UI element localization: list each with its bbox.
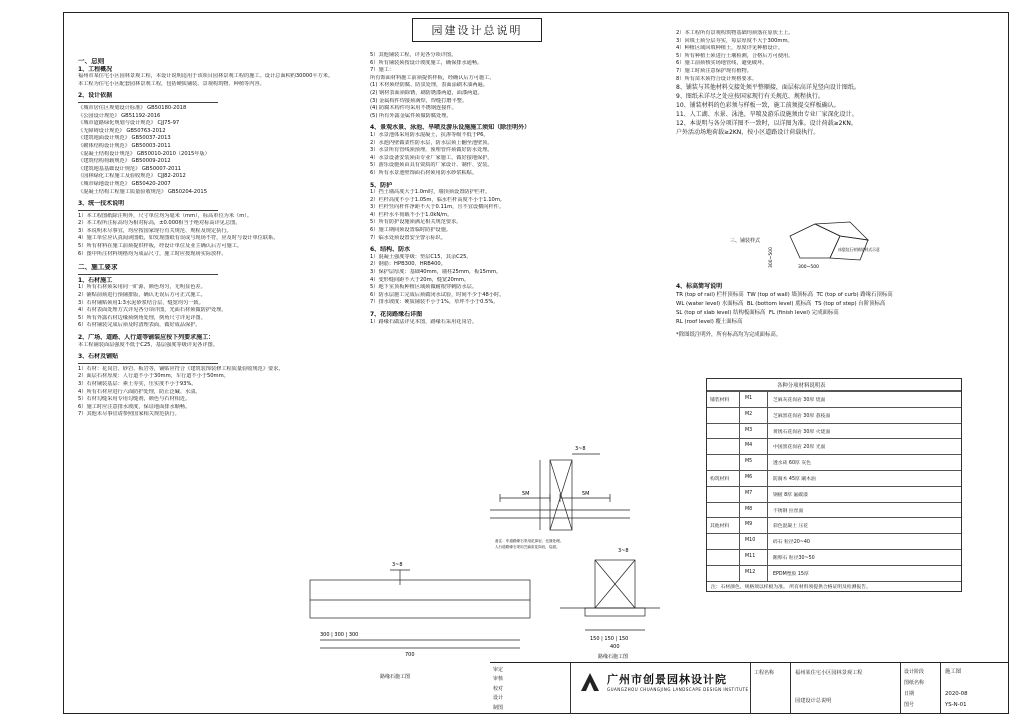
table-cell-code: M12 [745, 569, 756, 575]
table-cell-description: 碎石 粒径20~40 [773, 540, 810, 546]
stone-paving-line: 3）石材铺装基层：素土夯实，压实度不小于93%。 [78, 380, 197, 387]
table-row-divider [707, 407, 961, 408]
elevation-abbreviations [676, 282, 996, 340]
protection-line: 1）挡土墙高度大于1.0m时，墙顶须设置防护栏杆。 [370, 189, 491, 196]
table-cell-code: M7 [745, 490, 753, 496]
pattern-dim-vertical: 300~500 [769, 247, 774, 268]
notes-line: 5）所有种植土须进行土壤检测，合格后方可使用。 [676, 52, 794, 59]
sign-label: 校对 [493, 685, 504, 692]
table-cell-description: 钢板 8厚 氟碳漆 [773, 492, 808, 498]
notes-item-11: 11、人工湖、水景、泳池、旱喷及游乐设施须由专业厂家深化设计。 [676, 111, 858, 119]
meta-label-cell [900, 663, 940, 714]
table-cell-category: 构筑材料 [710, 477, 730, 482]
table-cell-description: 中国黑花岗岩 20厚 光面 [773, 445, 826, 451]
structure-title: 6、结构、防水 [370, 246, 411, 254]
flush-curb-section [560, 560, 660, 630]
structure-line: 5）地下室顶板种植区域须做耐根穿刺防水层。 [370, 284, 478, 291]
table-cell-code: M8 [745, 506, 753, 512]
materials-table [706, 378, 962, 592]
notes-line: 2）本工程所有景观构筑物基础均须落在原状土上。 [676, 30, 794, 36]
tech-line: 6）图中所注材料规格均为成品尺寸，施工时应按现场实际放样。 [78, 250, 227, 257]
waterfeature-line: 4）水景设备安装须由专业厂家施工，做好接地保护。 [370, 154, 493, 161]
dim-300-row: 300 | 300 | 300 [320, 632, 359, 638]
protection-line: 5）所有防护设施须满足相关规范要求。 [370, 219, 462, 226]
signature-column [490, 663, 570, 714]
table-row-divider [707, 438, 961, 439]
no-label: 图号 [904, 702, 915, 708]
table-cell-code: M6 [745, 475, 753, 480]
notes-line: 6）施工前须核实场地管线，避免破坏。 [676, 60, 768, 67]
curb-vertical-section [540, 454, 600, 530]
structure-line: 6）防水层施工完成后须做闭水试验，时间不少于48小时。 [370, 291, 505, 298]
table-cell-description: 芝麻黑花岗岩 30厚 荔枝面 [773, 413, 831, 419]
abbr-footnote: *除图纸注明外，所有标高均为完成面标高。 [676, 332, 782, 338]
table-cell-description: EPDM塑胶 15厚 [773, 571, 809, 577]
finish-line: (1) 木材须经防腐、防虫处理，表面涂刷木油两遍。 [370, 82, 488, 89]
structure-line: 1）混凝土强度等级：垫层C15，其余C25。 [370, 253, 472, 260]
basis-item: 《混凝土结构设计规范》 GB50010-2010（2015年版） [78, 150, 210, 157]
notes-item-10: 10、铺装材料的色彩须与样板一致，施工前须提交样板确认。 [676, 102, 840, 110]
structure-line: 2）钢筋：HPB300、HRB400。 [370, 261, 446, 268]
company-logo-icon [579, 671, 601, 693]
title-block [490, 662, 1009, 714]
table-cell-description: 芝麻灰花岗岩 30厚 烧面 [773, 398, 826, 403]
section-general-title: 一、总则 [78, 58, 105, 65]
intro-line: 5）其他铺装工程，详见各分项详图。 [370, 52, 457, 58]
stone-paving-line: 5）石材勾缝采用专用勾缝剂，颜色与石材相近。 [78, 396, 191, 403]
structure-line: 4）变形缝间距不大于20m，缝宽20mm。 [370, 276, 470, 283]
finish-line: (4) 防腐木构件均采用不锈钢连接件。 [370, 105, 457, 112]
stone-paving-title: 3、石材及铺贴 [78, 353, 119, 361]
basis-item: 《混凝土结构工程施工质量验收规范》 GB50204-2015 [78, 188, 207, 195]
basis-item: 《城市绿地设计规范》 GB50420-2007 [78, 180, 171, 187]
table-cell-description: 黄锈石花岗岩 30厚 火烧面 [773, 429, 831, 435]
company-cell [570, 663, 750, 714]
drawing-label: 图纸名称 [904, 680, 925, 686]
stone-line: 5）所有外露石材边缘须倒角处理，倒角尺寸详见详图。 [78, 314, 206, 321]
stone-line: 3）石材铺贴须用1:3水泥砂浆结合层，缝宽均匀一致。 [78, 299, 204, 306]
column-construction [370, 52, 670, 326]
abbr-line: WL (water level) 水面标高 BL (bottom level) 底标高 TS (top of step) 台阶顶标高 [676, 301, 886, 307]
finish-line: (5) 所有外露金属件须做防腐处理。 [370, 112, 452, 119]
load-note: 户外活动场地荷载≥2KN，按小区道路设计荷载执行。 [676, 129, 820, 137]
protection-line: 6）施工期间须设置临时防护设施。 [370, 227, 452, 234]
ice-pattern [790, 222, 868, 260]
notes-line: 4）种植区域回填种植土，厚度详见种植设计。 [676, 45, 784, 52]
overview-line: 福州市某住宅小区园林景观工程，本设计说明适用于该项目园林景观工程的施工。设计总面积约30000平方米。 [78, 73, 334, 80]
table-cell-description: 彩色混凝土 压花 [773, 524, 809, 530]
waterfeature-line: 3）水景所有管线须预埋，预埋管件须做好防水处理。 [370, 147, 493, 154]
table-cell-code: M3 [745, 427, 753, 433]
curb-detail-note: 1）路缘石做法详见本图，路缘石采用花岗岩。 [370, 318, 478, 325]
dim-5m-a: 5M [522, 491, 530, 497]
table-row-divider [707, 533, 961, 534]
drawing-title: 园建设计总说明 [412, 18, 542, 42]
pattern-dim-horizontal: 300~500 [798, 265, 819, 270]
curb-detail-title: 7、花岗路缘石详图 [370, 311, 423, 318]
notes-item-8: 8、铺装与其他材料交接处须平整顺接，面层标高详见竖向设计图纸。 [676, 84, 860, 92]
basis-item: 《城市道路绿化规划与设计规范》 CJJ75-97 [78, 120, 180, 127]
section-construction-title: 二、施工要求 [78, 264, 118, 272]
structure-line: 7）排水坡度：硬质铺装不小于1%，草坪不小于0.5%。 [370, 299, 499, 306]
column-notes [676, 30, 996, 137]
company-name: 广州市创景园林设计院 [607, 673, 727, 686]
stone-paving-line: 7）其他未尽事宜请参照国家相关规范执行。 [78, 411, 180, 418]
table-row-divider [707, 549, 961, 550]
basis-item: 《砌体结构设计规范》 GB50003-2011 [78, 142, 171, 149]
dim-3x8-b: 3~8 [618, 548, 629, 554]
table-row-divider [707, 454, 961, 455]
project-label-cell [750, 663, 790, 714]
stone-paving-line: 2）面层石材厚度：人行道不小于30mm，车行道不小于50mm。 [78, 373, 229, 380]
stone-line: 2）铺贴前须进行预铺排版，确认无误后方可正式施工。 [78, 292, 206, 299]
notes-line: 3）回填土须分层夯实，每层厚度不大于300mm。 [676, 37, 793, 44]
notes-item-9: 9、图纸未详尽之处应按国家现行有关规范、规程执行。 [676, 93, 824, 101]
paving-title: 2、广场、道路、人行道等铺装应按下列要求施工： [78, 334, 215, 341]
table-cell-description: 不锈钢 拉丝面 [773, 508, 804, 514]
stage-value: 施工图 [945, 669, 962, 675]
waterfeature-line: 1）水景池体采用防水混凝土，抗渗等级不低于P6。 [370, 131, 489, 138]
table-title: 各种分项材料说明表 [777, 383, 826, 389]
section-overview-title: 1、工程概况 [78, 65, 113, 73]
tech-line: 5）所有材料在施工前须提供样板，经设计单位及业主确认后方可施工。 [78, 243, 243, 250]
section-tech-title: 3、统一技术说明 [78, 200, 125, 208]
meta-value-cell [940, 663, 1009, 714]
basis-item: 《建筑结构荷载规范》 GB50009-2012 [78, 158, 171, 165]
protection-line: 3）栏杆竖向杆件净距不大于0.11m，且不宜设横向杆件。 [370, 204, 505, 211]
dim-700: 700 [405, 652, 415, 658]
tech-line: 2）本工程所注标高均为相对标高，±0.000相当于绝对标高详见总图。 [78, 220, 241, 227]
waterfeature-title: 4、景观水景、泳池、旱喷及游乐设施施工须知（除注明外） [370, 124, 531, 132]
detail-caption-b: 路缘石施工图 [598, 654, 629, 660]
paving-line: 本工程铺装面层强度不低于C25，基层强度等级详见各详图。 [78, 341, 218, 348]
stage-label: 设计阶段 [904, 669, 925, 675]
no-value: YS-N-01 [945, 702, 967, 708]
abbr-line: SL (top of slab level) 结构板面标高 FL (finish level) 完成面标高 [676, 310, 839, 316]
table-cell-code: M5 [745, 459, 753, 465]
finish-line: (3) 金属构件焊接须满焊，焊缝打磨平整。 [370, 97, 468, 104]
tech-line: 3）本说明未尽事宜，均应按国家现行有关规范、规程及规定执行。 [78, 227, 232, 234]
date-label: 日期 [904, 691, 915, 697]
stone-line: 1）所有石材须采用同一矿源，颜色均匀，无明显色差。 [78, 284, 206, 291]
project-cell [790, 663, 900, 714]
column-general [78, 52, 348, 419]
table-cell-description: 防腐木 45厚 刷木油 [773, 477, 816, 482]
table-cell-code: M10 [745, 538, 756, 544]
stone-paving-line: 6）施工时应注意排水坡度，保证地面排水顺畅。 [78, 403, 191, 410]
notes-line: 8）所有苗木须符合设计规格要求。 [676, 75, 758, 82]
intro-line: 6）所有铺装须按设计坡度施工，确保排水通畅。 [370, 59, 483, 66]
table-cell-category: 其他材料 [710, 524, 730, 530]
waterfeature-line: 2）水池内壁做柔性防水层，防水层须上翻至池壁顶。 [370, 139, 493, 146]
stone-line: 4）石材表面处理方式详见各分项详图，光面石材须做防护处理。 [78, 307, 227, 314]
intro-line: 7）施工： [370, 67, 395, 74]
project-name: 福州某住宅小区园林景观工程 [795, 670, 863, 676]
finish-line: (2) 钢材表面须除锈，刷防锈漆两道，面漆两道。 [370, 89, 483, 96]
basis-item: 《建筑地基基础设计规范》 GB50007-2011 [78, 165, 182, 172]
dim-5m-b: 5M [582, 491, 590, 497]
tech-line: 1）本工程图纸除注明外，尺寸单位均为毫米（mm），标高单位为米（m）。 [78, 212, 253, 219]
dim-3x8-a: 3~8 [575, 446, 586, 452]
detail-caption-c: 路缘石施工图 [380, 674, 411, 680]
waterfeature-line: 5）游乐设施须由具有资质的厂家设计、制作、安装。 [370, 162, 493, 169]
protection-line: 4）栏杆水平荷载不小于1.0kN/m。 [370, 211, 453, 218]
table-row-divider [707, 565, 961, 566]
table-cell-description: 透水砖 60厚 灰色 [773, 461, 811, 467]
table-cell-code: M1 [745, 396, 753, 401]
stone-line: 6）石材铺装完成后须及时清理表面，做好成品保护。 [78, 322, 201, 329]
table-cell-code: M4 [745, 443, 753, 449]
stone-paving-line: 1）石材：花岗岩、砂岩、板岩等，铺贴应符合《建筑装饰装修工程质量验收规范》要求。 [78, 365, 284, 372]
sign-label: 设计 [493, 695, 504, 702]
table-row-divider [707, 502, 961, 503]
stone-paving-line: 4）所有石材应进行六面防护处理，防止泛碱、水渍。 [78, 388, 201, 395]
table-cell-code: M9 [745, 522, 753, 528]
table-row-divider [707, 391, 961, 392]
pattern-section-label: 三、铺装样式 [730, 238, 761, 244]
detail-note: 备注：车道路缘石采用花岗岩，光面处理。 [495, 539, 564, 543]
structure-line: 3）保护层厚度：基础40mm，墙柱25mm，板15mm。 [370, 269, 502, 276]
protection-line: 2）栏杆高度不小于1.05m，临水栏杆高度不小于1.10m。 [370, 196, 506, 203]
project-label: 工程名称 [754, 670, 775, 676]
table-cell-category: 铺装材料 [710, 398, 730, 403]
table-cell-code: M2 [745, 411, 753, 417]
abbr-line: RL (roof level) 覆土面标高 [676, 319, 743, 325]
abbr-line: TR (top of rail) 栏杆顶标高 TW (top of wall) 墙顶标高 TC (top of curb) 路缘石顶标高 [676, 292, 893, 298]
sign-label: 制图 [493, 704, 504, 711]
basis-item: 《园林绿化工程施工及验收规范》 CJJ82-2012 [78, 173, 186, 180]
table-row-divider [707, 486, 961, 487]
protection-title: 5、防护 [370, 181, 393, 189]
overview-line: 本工程为住宅小区配套园林景观工程，包括硬质铺装、景观构筑物、种植等内容。 [78, 80, 265, 87]
sign-label: 审定 [493, 667, 504, 673]
table-footer: 注：石材颜色、规格须以样板为准。 所有材料须提供合格证明及检测报告。 [711, 585, 871, 590]
drawing-name: 园建设计总说明 [795, 698, 832, 704]
basis-item: 《建筑地面设计规范》 GB50037-2013 [78, 135, 171, 142]
tech-line: 4）施工单位应认真阅读图纸，如发现图纸有误或与现场不符，应及时与设计单位联系。 [78, 235, 279, 242]
section-basis-title: 2、设计依据 [78, 92, 113, 100]
dim-400: 400 [610, 644, 620, 650]
pattern-caption: 冰裂纹石材铺装样式示意 [838, 247, 880, 252]
table-row-divider [707, 470, 961, 471]
stone-construction-title: 1、石材施工 [78, 276, 113, 284]
table-row-divider [707, 517, 961, 518]
abbr-title: 4、标高简写说明 [676, 283, 723, 290]
date-value: 2020-08 [945, 691, 968, 697]
basis-item: 《公园设计规范》 GB51192-2016 [78, 112, 161, 119]
waterfeature-line: 6）所有水景池壁饰面石材须用防水砂浆粘贴。 [370, 169, 478, 176]
basis-item: 《城市居住区规划设计标准》 GB50180-2018 [78, 104, 187, 111]
basis-item: 《无障碍设计规范》 GB50763-2012 [78, 127, 166, 134]
notes-item-12: 12、本说明与各分项详图不一致时，以详图为准。设计荷载≥2KN。 [676, 120, 857, 128]
table-cell-code: M11 [745, 554, 756, 559]
sign-label: 审核 [493, 676, 504, 683]
table-row-divider [707, 423, 961, 424]
dim-3x8-c: 3~8 [392, 562, 403, 568]
notes-line: 7）施工时须注意保护现有植物。 [676, 67, 752, 74]
finish-line: 所有饰面材料施工前须提供样板，经确认后方可施工。 [370, 74, 495, 81]
protection-line: 7）临水处须设置安全警示标识。 [370, 234, 446, 241]
pattern-drawing [730, 218, 890, 288]
table-cell-description: 鹅卵石 粒径30~50 [773, 556, 815, 561]
company-name-en: GUANGZHOU CHUANGJING LANDSCAPE DESIGN INSTITUTE [607, 687, 749, 692]
dim-150-row: 150 | 150 | 150 [590, 636, 629, 642]
detail-note: 人行道路缘石采用芝麻灰花岗岩，烧面。 [495, 545, 560, 549]
